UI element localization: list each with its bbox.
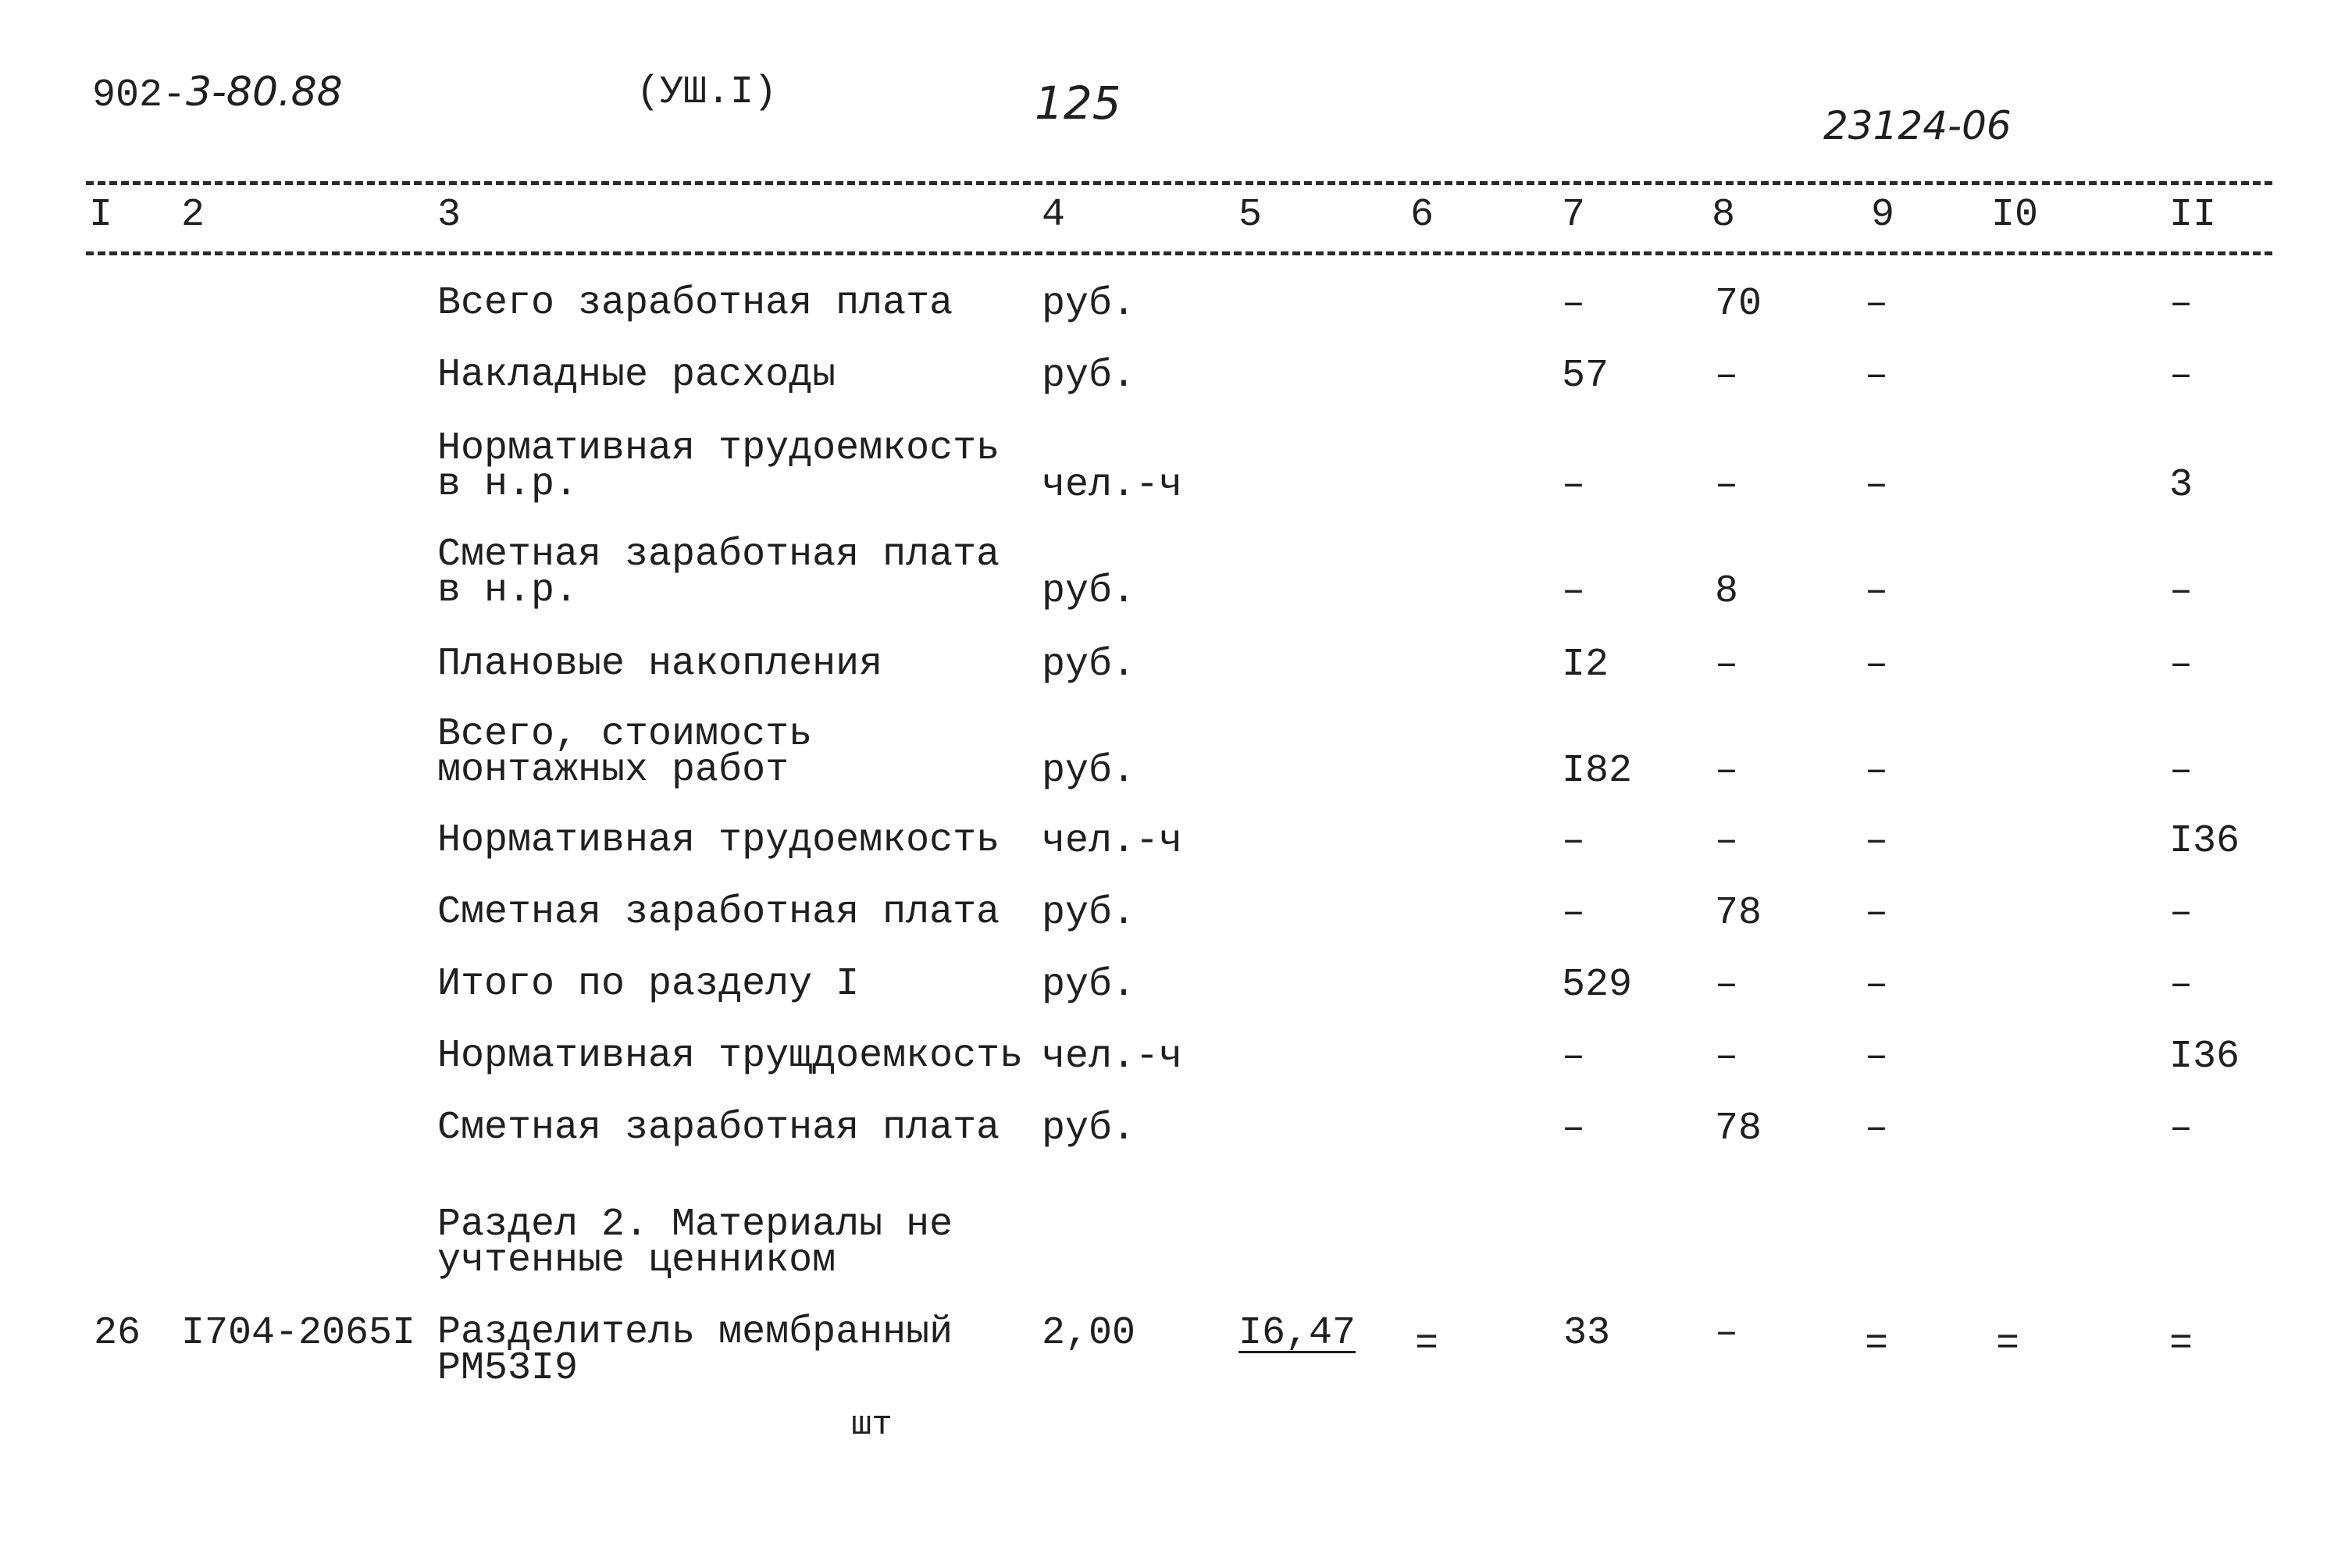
sheet-code: 23124-06 <box>1823 103 2012 148</box>
header-top-rule <box>86 181 2272 185</box>
column-header-5: 5 <box>1238 193 1263 237</box>
row-col9: – <box>1865 463 1889 508</box>
row-col9: – <box>1865 963 1889 1007</box>
section-heading: Раздел 2. Материалы не учтенные ценником <box>437 1203 953 1283</box>
section-reference: (УШ.I) <box>636 70 778 115</box>
row-label: Сметная заработная плата <box>437 1106 1000 1150</box>
document-code <box>92 69 343 118</box>
row-col11: – <box>2169 354 2193 398</box>
row-col11: – <box>2169 891 2193 935</box>
row-col11: 3 <box>2169 463 2193 508</box>
row-col9: – <box>1865 1107 1889 1151</box>
row-label: Всего заработная плата <box>437 281 953 326</box>
row-col8: – <box>1715 643 1739 687</box>
row-col8: 8 <box>1715 569 1739 614</box>
row-col9: – <box>1865 819 1889 864</box>
row-col8: – <box>1715 463 1739 508</box>
column-header-10: I0 <box>1991 193 2039 237</box>
row-label: Плановые накопления <box>437 642 883 686</box>
row-col7: – <box>1562 463 1586 508</box>
row-col11: I36 <box>2169 1035 2240 1079</box>
column-header-1: I <box>89 193 113 237</box>
column-header-7: 7 <box>1562 193 1586 237</box>
row-col8: – <box>1715 749 1739 793</box>
row-label: Накладные расходы <box>437 353 836 397</box>
row-col9: – <box>1865 643 1889 687</box>
column-header-4: 4 <box>1042 193 1066 237</box>
row-col9: – <box>1865 569 1889 614</box>
row-col9: – <box>1865 749 1889 793</box>
row-unit: руб. <box>1042 1107 1136 1151</box>
row-col11: – <box>2169 569 2193 614</box>
row-col11: – <box>2169 282 2193 326</box>
item-number: 26 <box>94 1311 141 1356</box>
row-col9: – <box>1865 282 1889 326</box>
row-unit: руб. <box>1042 569 1136 614</box>
row-unit: чел.-ч <box>1042 463 1183 508</box>
row-col11: – <box>2169 1107 2193 1151</box>
row-label: Нормативная трудоемкость <box>437 818 1000 863</box>
row-col7: – <box>1562 1035 1586 1079</box>
row-col7: 529 <box>1562 963 1633 1007</box>
row-col8: – <box>1715 819 1739 864</box>
row-col11: I36 <box>2169 819 2240 864</box>
item-unit: шт <box>851 1406 893 1445</box>
row-label: Всего, стоимость монтажных работ <box>437 712 813 793</box>
row-label: Нормативная трудоемкость в н.р. <box>437 426 1000 507</box>
row-col9: – <box>1865 354 1889 398</box>
row-label: Сметная заработная плата в н.р. <box>437 533 1000 613</box>
row-col7: I2 <box>1562 643 1609 687</box>
item-quantity: 2,00 <box>1042 1311 1136 1356</box>
column-header-6: 6 <box>1410 193 1434 237</box>
row-label: Нормативная трущдоемкость <box>437 1034 1024 1078</box>
row-col8: – <box>1715 354 1739 398</box>
row-col7: – <box>1562 891 1586 935</box>
document-code-prefix: 902- <box>92 73 187 118</box>
row-col8: – <box>1715 1035 1739 1079</box>
item-col8: – <box>1715 1311 1739 1356</box>
item-name: Разделитель мембранный РМ53I9 <box>437 1310 953 1391</box>
row-unit: руб. <box>1042 963 1136 1007</box>
item-price: I6,47 <box>1238 1311 1356 1356</box>
item-col9: = <box>1865 1322 1889 1367</box>
row-col7: – <box>1562 1107 1586 1151</box>
row-col8: 78 <box>1715 891 1762 935</box>
row-col11: – <box>2169 643 2193 687</box>
column-header-3: 3 <box>437 193 461 237</box>
row-unit: руб. <box>1042 643 1136 687</box>
row-label: Сметная заработная плата <box>437 890 1000 935</box>
item-col11: = <box>2169 1322 2193 1367</box>
row-unit: руб. <box>1042 891 1136 935</box>
row-unit: руб. <box>1042 282 1136 326</box>
item-col6: = <box>1415 1322 1439 1367</box>
document-code-handwritten: 3-80.88 <box>186 69 343 116</box>
row-label: Итого по разделу I <box>437 962 860 1007</box>
column-header-11: II <box>2169 193 2217 237</box>
row-col8: 78 <box>1715 1107 1762 1151</box>
row-col9: – <box>1865 1035 1889 1079</box>
row-col11: – <box>2169 749 2193 793</box>
item-total: 33 <box>1563 1311 1611 1356</box>
page-number: 125 <box>1035 77 1121 130</box>
row-col7: 57 <box>1562 354 1609 398</box>
row-unit: руб. <box>1042 354 1136 398</box>
header-bottom-rule <box>86 251 2272 255</box>
column-header-8: 8 <box>1712 193 1736 237</box>
row-col9: – <box>1865 891 1889 935</box>
item-code: I704-2065I <box>181 1311 416 1356</box>
row-col7: – <box>1562 569 1586 614</box>
row-col8: – <box>1715 963 1739 1007</box>
row-unit: чел.-ч <box>1042 819 1183 864</box>
column-header-9: 9 <box>1871 193 1895 237</box>
item-col10: = <box>1996 1322 2020 1367</box>
row-col8: 70 <box>1715 282 1762 326</box>
row-unit: руб. <box>1042 749 1136 793</box>
column-header-2: 2 <box>181 193 205 237</box>
row-unit: чел.-ч <box>1042 1035 1183 1079</box>
row-col7: I82 <box>1562 749 1633 793</box>
row-col11: – <box>2169 963 2193 1007</box>
row-col7: – <box>1562 819 1586 864</box>
row-col7: – <box>1562 282 1586 326</box>
